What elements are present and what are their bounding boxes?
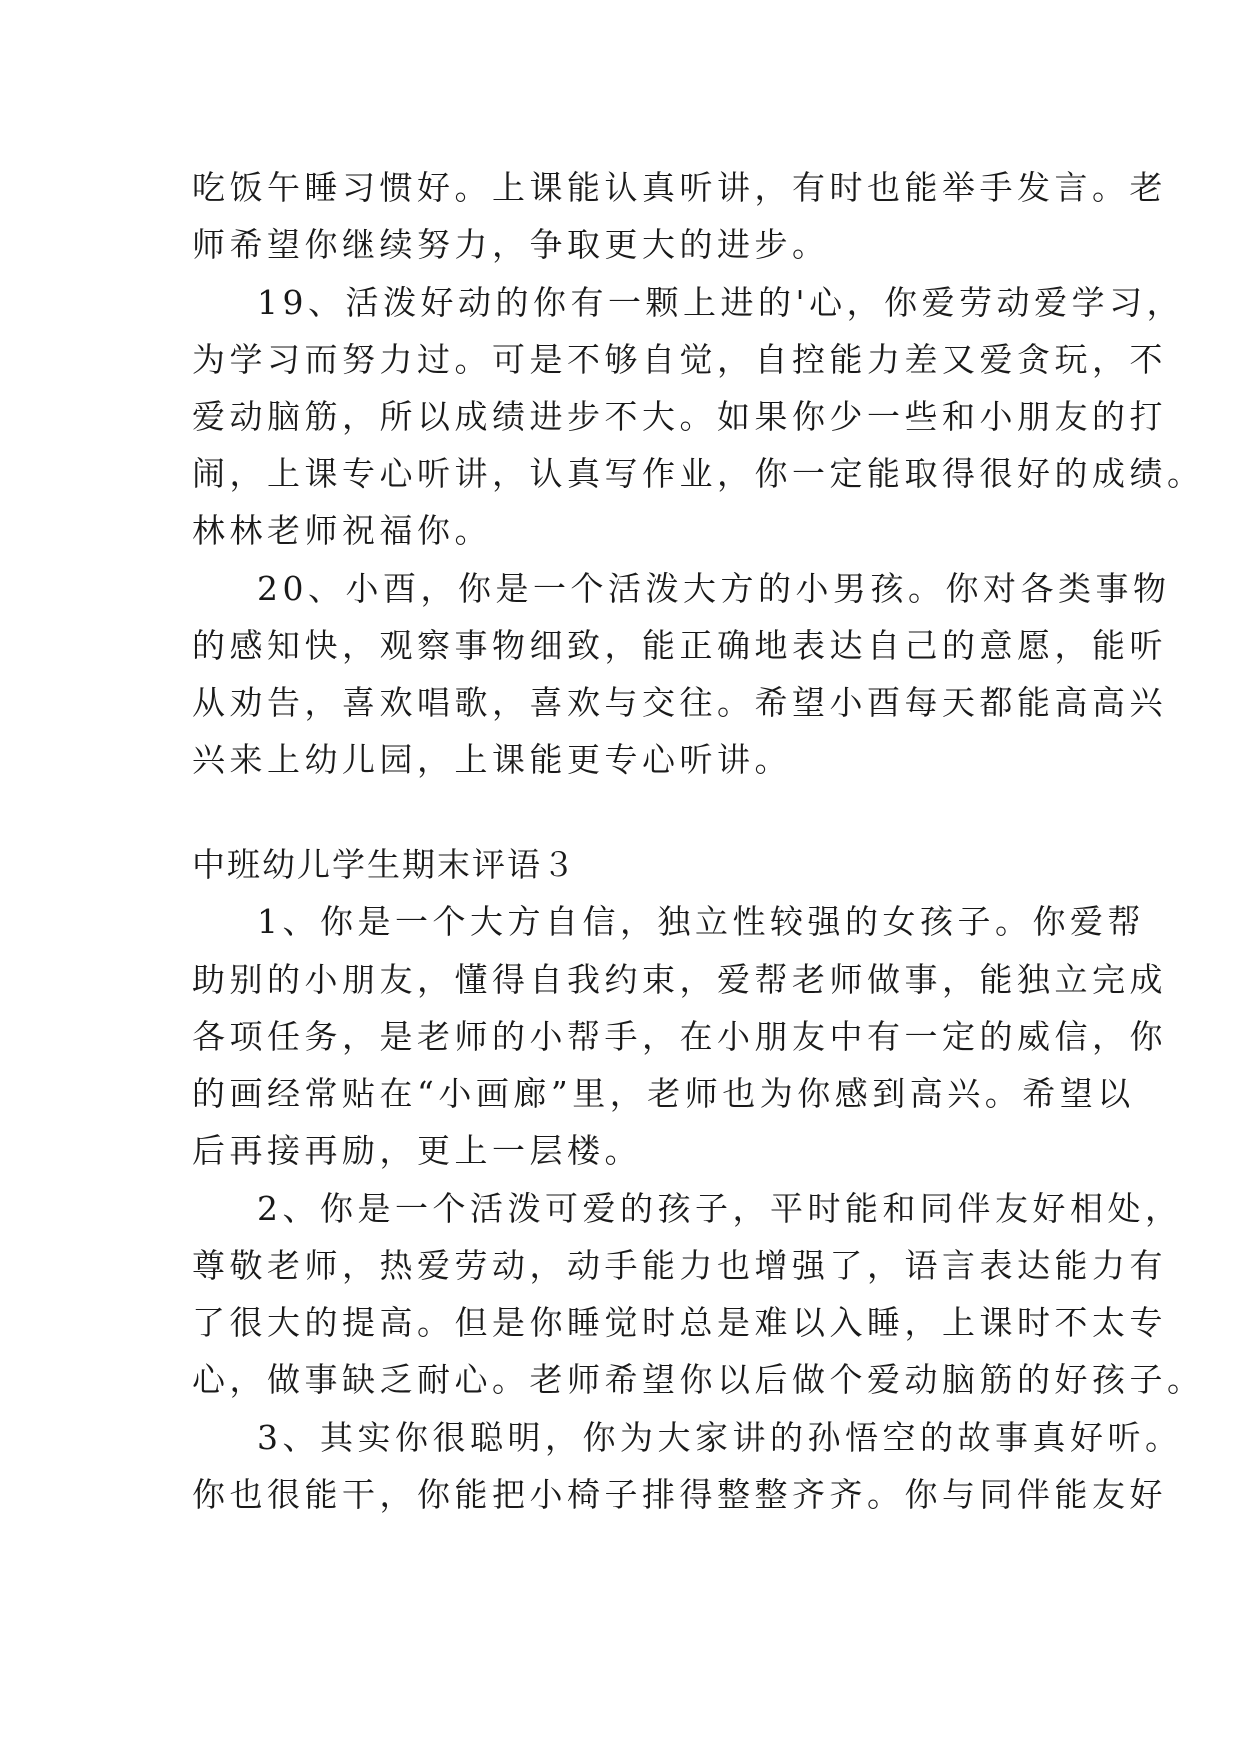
- text-line: 吃饭午睡习惯好。上课能认真听讲，有时也能举手发言。老: [192, 168, 1167, 207]
- text-line: 后再接再励，更上一层楼。: [192, 1131, 642, 1170]
- paragraph-1-start: 1、你是一个大方自信，独立性较强的女孩子。你爱帮: [257, 902, 1145, 941]
- text-line: 兴来上幼儿园，上课能更专心听讲。: [192, 740, 792, 779]
- text-line: 爱动脑筋，所以成绩进步不大。如果你少一些和小朋友的打: [192, 397, 1167, 436]
- text-line: 师希望你继续努力，争取更大的进步。: [192, 225, 830, 264]
- text-line: 心，做事缺乏耐心。老师希望你以后做个爱动脑筋的好孩子。: [192, 1360, 1205, 1399]
- section-heading: 中班幼儿学生期末评语３: [192, 845, 577, 884]
- paragraph-3-start: 3、其实你很聪明，你为大家讲的孙悟空的故事真好听。: [257, 1418, 1183, 1457]
- text-line: 各项任务，是老师的小帮手，在小朋友中有一定的威信，你: [192, 1017, 1167, 1056]
- text-line: 的画经常贴在“小画廊”里，老师也为你感到高兴。希望以: [192, 1074, 1135, 1113]
- text-line: 尊敬老师，热爱劳动，动手能力也增强了，语言表达能力有: [192, 1246, 1167, 1285]
- text-line: 助别的小朋友，懂得自我约束，爱帮老师做事，能独立完成: [192, 960, 1167, 999]
- text-line: 你也很能干，你能把小椅子排得整整齐齐。你与同伴能友好: [192, 1475, 1167, 1514]
- text-line: 林林老师祝福你。: [192, 511, 492, 550]
- text-line: 为学习而努力过。可是不够自觉，自控能力差又爱贪玩，不: [192, 340, 1167, 379]
- text-line: 闹，上课专心听讲，认真写作业，你一定能取得很好的成绩。: [192, 454, 1205, 493]
- paragraph-19-start: 19、活泼好动的你有一颗上进的'心，你爱劳动爱学习，: [257, 283, 1185, 322]
- text-line: 了很大的提高。但是你睡觉时总是难以入睡，上课时不太专: [192, 1303, 1167, 1342]
- text-line: 从劝告，喜欢唱歌，喜欢与交往。希望小酉每天都能高高兴: [192, 683, 1167, 722]
- paragraph-2-start: 2、你是一个活泼可爱的孩子，平时能和同伴友好相处，: [257, 1189, 1183, 1228]
- paragraph-20-start: 20、小酉，你是一个活泼大方的小男孩。你对各类事物: [257, 569, 1171, 608]
- text-line: 的感知快，观察事物细致，能正确地表达自己的意愿，能听: [192, 626, 1167, 665]
